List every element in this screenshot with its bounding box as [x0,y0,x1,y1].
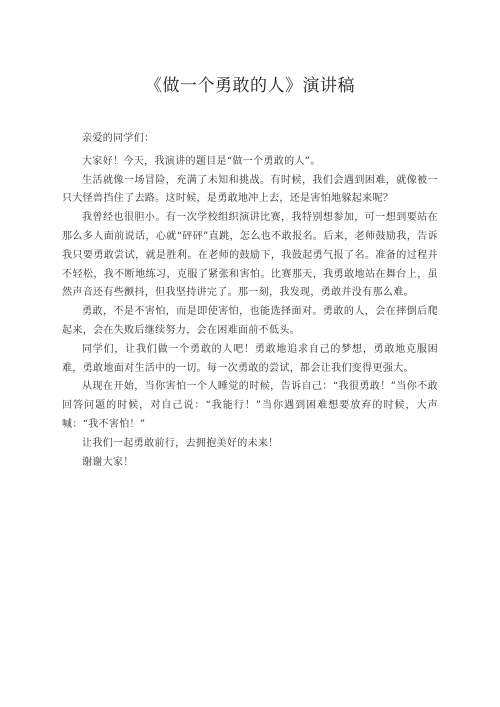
salutation: 亲爱的同学们： [82,133,155,144]
paragraph-call-to-action: 同学们，让我们做一个勇敢的人吧！勇敢地追求自己的梦想，勇敢地克服困难，勇敢地面对生活中的一切。每一次勇敢的尝试，都会让我们变得更强大。 [62,343,438,374]
paragraph-closing-wish: 让我们一起勇敢前行，去拥抱美好的未来！ [82,437,279,449]
paragraph-definition-of-courage: 勇敢，不是不害怕，而是即使害怕，也能选择面对。勇敢的人，会在摔倒后爬起来，会在失败后继续努力，会在困难面前不低头。 [62,306,438,336]
paragraph-life-adventure: 生活就像一场冒险，充满了未知和挑战。有时候，我们会遇到困难，就像被一只大怪兽挡住了去路。这时候，是勇敢地冲上去，还是害怕地躲起来呢？ [62,174,438,205]
paragraph-thanks: 谢谢大家！ [82,456,134,468]
document-body [62,130,438,472]
paragraph-personal-story: 我曾经也很胆小。有一次学校组织演讲比赛，我特别想参加，可一想到要站在那么多人面前说话，心就“砰砰”直跳，怎么也不敢报名。后来，老师鼓励我，告诉我只要勇敢尝试，就是胜利。在老师的鼓励下，我鼓起勇气报了名。准备的过程并不轻松，我不断地练习，克服了紧张和害怕。比赛那天，我勇敢地站在舞台上，虽然声音还有些颤抖，但我坚持讲完了。那一刻，我发现，勇敢并没有那么难。 [62,212,438,299]
document-title: 《做一个勇敢的人》演讲稿 [145,76,355,96]
paragraph-self-encouragement: 从现在开始，当你害怕一个人睡觉的时候，告诉自己：“我很勇敢！”当你不敢回答问题的时候，对自己说：“我能行！”当你遇到困难想要放弃的时候，大声喊：“我不害怕！” [62,381,438,430]
paragraph-greeting: 大家好！今天，我演讲的题目是“做一个勇敢的人”。 [82,155,321,167]
